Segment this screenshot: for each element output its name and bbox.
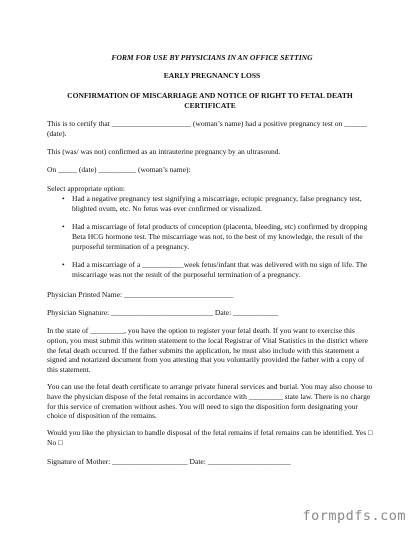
watermark: formpdfs.com [302, 508, 406, 525]
certify-statement: This is to certify that _____________________ (woman’s name) had a positive pregnancy test on ______ (date). [47, 119, 367, 138]
physician-signature-line: Physician Signature: ___________________________ Date: ____________ [47, 308, 279, 317]
select-option-label: Select appropriate option: [47, 184, 125, 193]
form-title: EARLY PREGNANCY LOSS [163, 71, 261, 80]
form-subtitle: CONFIRMATION OF MISCARRIAGE AND NOTICE OF RIGHT TO FETAL DEATH CERTIFICATE [67, 91, 353, 110]
state-notice-paragraph: In the state of _________, you have the option to register your fetal death. If you want to exercise this option, you must submit this written statement to the local Registrar of Vital Statistics in the district where the fetal death occurred. If the father submits the application, he must also include with this statement a signed and notarized document from you attesting that you voluntarily provided the father with a copy of this statement. [47, 326, 368, 375]
option-text: Had a negative pregnancy test signifying a miscarriage, ectopic pregnancy, false pregnancy test, blighted ovum, etc. No fetus was ever confirmed or visualized. [72, 194, 362, 213]
bullet: • [62, 260, 65, 269]
bullet: • [62, 222, 65, 231]
disposal-question: Would you like the physician to handle disposal of the fetal remains if fetal remains can be identified. Yes □ No □ [47, 428, 373, 447]
form-use-heading: FORM FOR USE BY PHYSICIANS IN AN OFFICE SETTING [111, 53, 313, 62]
mother-signature-line: Signature of Mother: ____________________ Date: ______________________ [47, 457, 291, 466]
bullet: • [62, 194, 65, 203]
certificate-notice-paragraph: You can use the fetal death certificate to arrange private funeral services and burial. You may also choose to have the physician dispose of the fetal remains in accordance with _________ state law. There is no charge for this service of cremation without ashes. You will need to sign the disposition form designating your choice of disposition of the remains. [47, 382, 373, 421]
on-date-statement: On _____ (date) __________ (woman’s name): [47, 165, 191, 174]
option-text: Had a miscarriage of fetal products of conception (placenta, bleeding, etc) confirmed by dropping Beta HCG hormone test. The miscarriage was not, to the best of my knowledge, the result of the purposeful termination of a pregnancy. [72, 222, 368, 251]
physician-name-line: Physician Printed Name: _____________________________ [47, 290, 234, 299]
option-text: Had a miscarriage of a ___________week fetus/infant that was delivered with no sign of life. The miscarriage was not the result of the purposeful termination of a pregnancy. [72, 260, 368, 279]
ultrasound-statement: This (was/ was not) confirmed as an intrauterine pregnancy by an ultrasound. [47, 147, 281, 156]
